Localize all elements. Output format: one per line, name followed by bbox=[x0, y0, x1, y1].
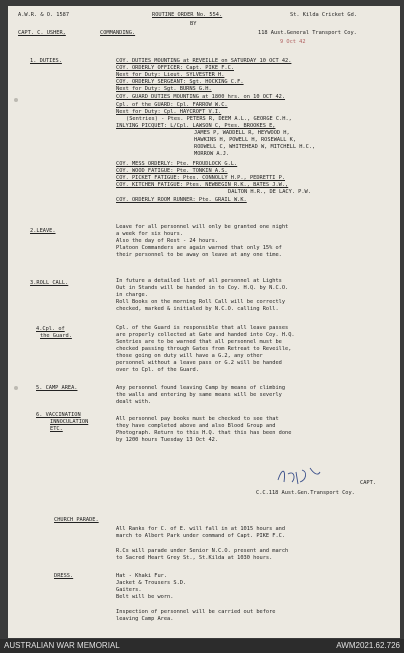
guard-line: personnel without a leave pass or G.2 will be handed bbox=[116, 360, 282, 366]
punch-hole bbox=[14, 98, 18, 102]
dress-title: DRESS. bbox=[54, 573, 74, 579]
duty-line: JAMES P, WADDELL R, HEYWOOD H, bbox=[194, 130, 290, 136]
duty-line: INLYING PICQUET: L/Cpl. LAWSON C, Ptes. BROOKES E, bbox=[116, 123, 276, 129]
vacc-line: by 1200 hours Tuesday 13 Oct 42. bbox=[116, 437, 219, 443]
signature-unit: C.C.118 Aust.Gen.Transport Coy. bbox=[256, 490, 355, 496]
guard-line: are properly collected at Gate and handed into Coy. H.Q. bbox=[116, 332, 295, 338]
punch-hole bbox=[14, 386, 18, 390]
archive-footer bbox=[0, 639, 404, 653]
by-label: BY bbox=[190, 21, 197, 27]
document-title: ROUTINE ORDER No. 554. bbox=[152, 12, 223, 18]
guard-line: over to Cpl. of the Guard. bbox=[116, 367, 199, 373]
camp-line: the walls and entering by same means will be severly bbox=[116, 392, 282, 398]
document-location: St. Kilda Cricket Gd. bbox=[290, 12, 357, 18]
document-page bbox=[8, 6, 400, 638]
section-number-cont: the Guard. bbox=[40, 333, 72, 339]
dress-line: Gaiters. bbox=[116, 587, 142, 593]
camp-line: dealt with. bbox=[116, 399, 152, 405]
section-number: 3.ROLL CALL. bbox=[30, 280, 69, 286]
section-number-cont: INNOCULATION bbox=[50, 419, 89, 425]
rollcall-line: checked, marked & initialed by N.C.O. calling Roll. bbox=[116, 306, 279, 312]
vacc-line: Photograph. Return to this H.Q. that this has been done bbox=[116, 430, 292, 436]
camp-line: Any personnel found leaving Camp by means of climbing bbox=[116, 385, 286, 391]
vacc-line: they have completed above and also Blood Group and bbox=[116, 423, 276, 429]
guard-line: those going on duty will have a G.2, any other bbox=[116, 353, 263, 359]
section-number: 4.Cpl. of bbox=[36, 326, 65, 332]
rollcall-line: in charge. bbox=[116, 292, 148, 298]
dress-line: Hat - Khaki Fur. bbox=[116, 573, 168, 579]
document-date: 9 Oct 42 bbox=[280, 39, 306, 45]
officer-name: CAPT. C. USHER, bbox=[18, 30, 66, 36]
dress-line: Inspection of personnel will be carried out before bbox=[116, 609, 276, 615]
duty-line: COY. GUARD DUTIES MOUNTING at 1800 hrs. on 10 OCT 42. bbox=[116, 94, 286, 100]
rollcall-line: Roll Books on the morning Roll Call will be correctly bbox=[116, 299, 286, 305]
duty-line: DALTON H.R., DE LACY. P.W. bbox=[228, 189, 311, 195]
duty-line: MORROW A.J. bbox=[194, 151, 230, 157]
duty-line: Cpl. of the GUARD: Cpl. FARROW W.C. bbox=[116, 102, 228, 108]
archive-id: AWM2021.62.726 bbox=[336, 641, 400, 650]
church-title: CHURCH PARADE. bbox=[54, 517, 99, 523]
dress-line: Jacket & Trousers S.D. bbox=[116, 580, 187, 586]
church-line: All Ranks for C. of E. will fall in at 1015 hours and bbox=[116, 526, 286, 532]
church-line: R.Cs will parade under Senior N.C.O. present and march bbox=[116, 548, 289, 554]
rollcall-line: In future a detailed list of all personnel at Lights bbox=[116, 278, 282, 284]
leave-line: Also the day of Rest - 24 hours. bbox=[116, 238, 219, 244]
archive-name: AUSTRALIAN WAR MEMORIAL bbox=[4, 641, 120, 650]
section-number: 6. VACCINATION bbox=[36, 412, 81, 418]
handwritten-signature bbox=[274, 464, 322, 488]
vacc-line: All personnel pay books must be checked to see that bbox=[116, 416, 279, 422]
dress-line: Belt will be worn. bbox=[116, 594, 174, 600]
duty-line: COY. ORDERLY SERGEANT: Sgt. HOCKING C.F. bbox=[116, 79, 244, 85]
section-number: 2.LEAVE. bbox=[30, 228, 56, 234]
duty-line: COY. MESS ORDERLY: Pte. FROUDLOCK G.L. bbox=[116, 161, 238, 167]
signature-rank: CAPT. bbox=[360, 480, 376, 486]
duty-line: Next for Duty: Sgt. BURNS G.H. bbox=[116, 86, 212, 92]
duty-line: Next for Duty: Cpl. HAYCROFT V.I. bbox=[116, 109, 222, 115]
guard-line: Sentries are to be warned that all personnel must be bbox=[116, 339, 282, 345]
section-number: 5. CAMP AREA. bbox=[36, 385, 78, 391]
duty-line: COY. ORDERLY OFFICER: Capt. PIKE F.C. bbox=[116, 65, 234, 71]
rollcall-line: Out in Stands will be handed in to Coy. H.Q. by N.C.O. bbox=[116, 285, 289, 291]
guard-line: Cpl. of the Guard is responsible that all leave passes bbox=[116, 325, 289, 331]
church-line: to Sacred Heart Grey St., St.Kilda at 1030 hours. bbox=[116, 555, 273, 561]
duty-line: (Sentries) - Ptes. PETERS R, DEEM A.L., GEORGE C.H., bbox=[126, 116, 292, 122]
dress-line: leaving Camp Area. bbox=[116, 616, 174, 622]
document-ref: A.W.R. & O. 1587 bbox=[18, 12, 70, 18]
duty-line: COY. ORDERLY ROOM RUNNER: Pte. GRAIL W.K. bbox=[116, 197, 247, 203]
unit-name: 118 Aust.General Transport Coy. bbox=[258, 30, 357, 36]
duty-line: HAWKINS H, POWELL H, ROSEWALL K, bbox=[194, 137, 297, 143]
leave-line: Leave for all personnel will only be granted one night bbox=[116, 224, 289, 230]
duty-line: RODWELL C, WHITEHEAD W, MITCHELL H.C., bbox=[194, 144, 316, 150]
duty-line: COY. KITCHEN FATIGUE: Ptes. NEWBEGIN R.K., BATES J.W., bbox=[116, 182, 289, 188]
leave-line: Platoon Commanders are again warned that only 15% of bbox=[116, 245, 282, 251]
section-number-cont: ETC. bbox=[50, 426, 63, 432]
leave-line: their personnel to be away on leave at any one time. bbox=[116, 252, 282, 258]
duty-line: COY. DUTIES MOUNTING at REVEILLE on SATURDAY 10 OCT 42. bbox=[116, 58, 292, 64]
guard-line: checked passing through Gates from Retreat to Reveille, bbox=[116, 346, 292, 352]
section-number: 1. DUTIES. bbox=[30, 58, 62, 64]
leave-line: a week for six hours. bbox=[116, 231, 183, 237]
officer-role: COMMANDING. bbox=[100, 30, 136, 36]
duty-line: COY. PICKET FATIGUE: Ptes. CONNOLLY H.P., PEDRETTI P. bbox=[116, 175, 286, 181]
duty-line: Next for Duty: Lieut. SYLVESTER H. bbox=[116, 72, 225, 78]
church-line: march to Albert Park under command of Capt. PIKE F.C. bbox=[116, 533, 286, 539]
duty-line: COY. WOOD FATIGUE: Pte. TONKIN A.S. bbox=[116, 168, 228, 174]
